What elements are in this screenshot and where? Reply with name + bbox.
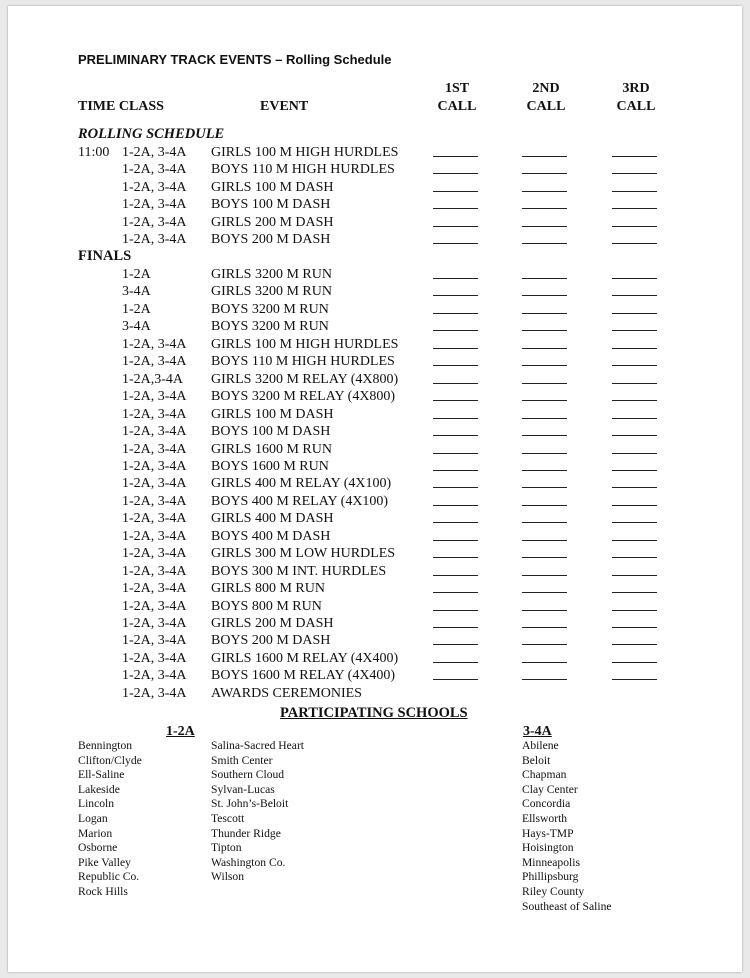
event-class: 1-2A, 3-4A (122, 232, 187, 248)
first-call-header (432, 80, 482, 116)
school-name: Logan (78, 811, 108, 825)
school-name: Ell-Saline (78, 768, 125, 782)
class-3-4a-heading: 3-4A (523, 724, 552, 739)
event-name: GIRLS 3200 M RUN (211, 267, 332, 282)
event-class: 1-2A, 3-4A (122, 493, 187, 509)
event-name: GIRLS 400 M RELAY (4X100) (211, 476, 392, 492)
second-call-blank (522, 348, 567, 349)
event-class: 1-2A, 3-4A (122, 511, 187, 527)
first-call-blank (433, 313, 478, 314)
event-name: BOYS 100 M DASH (211, 424, 331, 440)
event-class: 1-2A, 3-4A (122, 668, 187, 684)
event-class: 1-2A, 3-4A (122, 179, 187, 195)
finals-row (8, 632, 742, 650)
time-class-header: TIME CLASS (78, 99, 164, 114)
finals-row (8, 615, 742, 633)
finals-row (8, 563, 742, 581)
school-name: Wilson (211, 870, 245, 884)
finals-row (8, 458, 742, 476)
second-call-header-top: 2ND (532, 81, 560, 96)
event-class: 1-2A (122, 301, 151, 317)
finals-row (8, 598, 742, 616)
event-name: AWARDS CEREMONIES (211, 685, 362, 701)
third-call-blank (612, 173, 657, 174)
event-class: 1-2A, 3-4A (122, 354, 187, 370)
event-class: 1-2A, 3-4A (122, 528, 187, 544)
school-name: Rock Hills (78, 884, 128, 898)
first-call-blank (433, 487, 478, 488)
rolling-schedule-row (8, 214, 742, 232)
document-page (8, 6, 742, 972)
first-call-blank (433, 191, 478, 192)
event-class: 1-2A, 3-4A (122, 633, 187, 649)
first-call-blank (433, 627, 478, 628)
second-call-blank (522, 610, 567, 611)
school-name: Bennington (78, 739, 133, 752)
third-call-blank (612, 644, 657, 645)
event-name: GIRLS 200 M DASH (211, 616, 334, 631)
finals-row (8, 388, 742, 406)
event-class: 1-2A,3-4A (122, 371, 184, 387)
schools-3-4a-column (522, 739, 612, 914)
finals-row (8, 650, 742, 668)
second-call-blank (522, 173, 567, 174)
finals-row (8, 475, 742, 493)
event-class: 1-2A, 3-4A (122, 598, 187, 614)
school-name: Abilene (522, 739, 559, 752)
first-call-blank (433, 679, 478, 680)
first-call-blank (433, 226, 478, 227)
first-call-blank (433, 383, 478, 384)
finals-row (8, 283, 742, 301)
third-call-blank (612, 679, 657, 680)
third-call-blank (612, 226, 657, 227)
finals-row (8, 510, 742, 528)
event-name: BOYS 400 M DASH (211, 528, 331, 544)
first-call-blank (433, 435, 478, 436)
event-name: GIRLS 800 M RUN (211, 581, 325, 597)
first-call-blank (433, 505, 478, 506)
third-call-blank (612, 453, 657, 454)
event-class: 1-2A (122, 267, 151, 282)
finals-row (8, 528, 742, 546)
school-name: Clay Center (522, 782, 578, 796)
finals-row (8, 423, 742, 441)
event-name: GIRLS 3200 M RELAY (4X800) (211, 371, 399, 387)
event-class: 1-2A, 3-4A (122, 458, 187, 474)
event-time: 11:00 (78, 145, 110, 160)
event-name: GIRLS 1600 M RUN (211, 441, 332, 457)
first-call-header-bottom: CALL (437, 99, 477, 114)
first-call-blank (433, 348, 478, 349)
schools-1-2a-column-2 (211, 739, 304, 885)
school-name: Republic Co. (78, 870, 140, 884)
school-name: Lincoln (78, 797, 115, 811)
third-call-blank (612, 418, 657, 419)
third-call-blank (612, 156, 657, 157)
finals-row (8, 441, 742, 459)
finals-row (8, 318, 742, 336)
third-call-blank (612, 365, 657, 366)
second-call-header-bottom: CALL (526, 99, 566, 114)
third-call-blank (612, 487, 657, 488)
event-class: 1-2A, 3-4A (122, 476, 187, 492)
rolling-schedule-row (8, 196, 742, 214)
event-class: 1-2A, 3-4A (122, 162, 187, 178)
first-call-blank (433, 156, 478, 157)
second-call-blank (522, 453, 567, 454)
first-call-blank (433, 365, 478, 366)
second-call-blank (522, 592, 567, 593)
event-name: BOYS 800 M RUN (211, 598, 322, 614)
second-call-blank (522, 627, 567, 628)
first-call-blank (433, 522, 478, 523)
third-call-blank (612, 575, 657, 576)
finals-heading: FINALS (78, 248, 132, 264)
third-call-header (611, 80, 661, 116)
third-call-blank (612, 627, 657, 628)
event-name: BOYS 3200 M RELAY (4X800) (211, 389, 396, 405)
first-call-blank (433, 662, 478, 663)
first-call-blank (433, 418, 478, 419)
event-name: GIRLS 400 M DASH (211, 511, 334, 527)
third-call-blank (612, 540, 657, 541)
first-call-blank (433, 540, 478, 541)
event-name: GIRLS 100 M HIGH HURDLES (211, 145, 399, 160)
third-call-header-bottom: CALL (616, 99, 656, 114)
second-call-blank (522, 435, 567, 436)
second-call-header (521, 80, 571, 116)
participating-schools-heading: PARTICIPATING SCHOOLS (280, 705, 468, 721)
third-call-blank (612, 191, 657, 192)
event-name: BOYS 300 M INT. HURDLES (211, 563, 387, 579)
event-name: GIRLS 300 M LOW HURDLES (211, 546, 396, 562)
school-name: Lakeside (78, 782, 120, 796)
school-name: Riley County (522, 884, 585, 898)
third-call-blank (612, 278, 657, 279)
event-class: 1-2A, 3-4A (122, 145, 187, 160)
first-call-blank (433, 330, 478, 331)
first-call-blank (433, 243, 478, 244)
rolling-schedule-row (8, 161, 742, 179)
event-class: 1-2A, 3-4A (122, 650, 187, 666)
first-call-blank (433, 575, 478, 576)
school-name: Salina-Sacred Heart (211, 739, 305, 752)
finals-row (8, 336, 742, 354)
finals-row (8, 353, 742, 371)
rolling-schedule-row (8, 179, 742, 197)
finals-row (8, 266, 742, 284)
third-call-blank (612, 557, 657, 558)
event-class: 1-2A, 3-4A (122, 336, 187, 352)
third-call-blank (612, 522, 657, 523)
school-name: Smith Center (211, 753, 273, 767)
event-name: BOYS 110 M HIGH HURDLES (211, 354, 395, 370)
second-call-blank (522, 679, 567, 680)
second-call-blank (522, 383, 567, 384)
second-call-blank (522, 418, 567, 419)
third-call-blank (612, 295, 657, 296)
second-call-blank (522, 295, 567, 296)
second-call-blank (522, 470, 567, 471)
finals-row (8, 371, 742, 389)
rolling-schedule-row (8, 231, 742, 249)
second-call-blank (522, 644, 567, 645)
first-call-blank (433, 610, 478, 611)
event-class: 1-2A, 3-4A (122, 563, 187, 579)
third-call-blank (612, 313, 657, 314)
third-call-blank (612, 348, 657, 349)
second-call-blank (522, 208, 567, 209)
event-name: BOYS 3200 M RUN (211, 301, 329, 317)
first-call-header-top: 1ST (444, 81, 470, 96)
school-name: Phillipsburg (522, 870, 579, 884)
event-name: BOYS 1600 M RUN (211, 458, 329, 474)
second-call-blank (522, 662, 567, 663)
event-class: 3-4A (122, 319, 151, 335)
third-call-blank (612, 435, 657, 436)
finals-row (8, 667, 742, 685)
second-call-blank (522, 191, 567, 192)
school-name: Marion (78, 826, 113, 840)
second-call-blank (522, 505, 567, 506)
finals-row (8, 545, 742, 563)
school-name: Chapman (522, 768, 567, 782)
second-call-blank (522, 330, 567, 331)
school-name: St. John’s-Beloit (211, 797, 289, 811)
third-call-blank (612, 592, 657, 593)
school-name: Concordia (522, 797, 571, 811)
school-name: Minneapolis (522, 855, 580, 869)
first-call-blank (433, 173, 478, 174)
event-name: BOYS 3200 M RUN (211, 319, 329, 335)
third-call-blank (612, 243, 657, 244)
event-class: 1-2A, 3-4A (122, 546, 187, 562)
finals-row (8, 685, 742, 703)
third-call-blank (612, 662, 657, 663)
event-name: BOYS 1600 M RELAY (4X400) (211, 668, 396, 684)
event-name: BOYS 100 M DASH (211, 197, 331, 213)
second-call-blank (522, 487, 567, 488)
second-call-blank (522, 365, 567, 366)
event-name: GIRLS 200 M DASH (211, 214, 334, 230)
event-name: BOYS 110 M HIGH HURDLES (211, 162, 395, 178)
third-call-blank (612, 208, 657, 209)
school-name: Beloit (522, 753, 551, 767)
event-class: 1-2A, 3-4A (122, 581, 187, 597)
page-title: PRELIMINARY TRACK EVENTS – Rolling Schedule (78, 52, 392, 67)
finals-row (8, 406, 742, 424)
event-name: GIRLS 100 M HIGH HURDLES (211, 336, 399, 352)
school-name: Southeast of Saline (522, 899, 612, 913)
first-call-blank (433, 208, 478, 209)
first-call-blank (433, 470, 478, 471)
event-class: 1-2A, 3-4A (122, 406, 187, 422)
event-class: 3-4A (122, 284, 151, 300)
finals-row (8, 493, 742, 511)
second-call-blank (522, 557, 567, 558)
school-name: Osborne (78, 841, 118, 855)
event-name: GIRLS 100 M DASH (211, 179, 334, 195)
second-call-blank (522, 540, 567, 541)
first-call-blank (433, 644, 478, 645)
school-name: Ellsworth (522, 811, 568, 825)
third-call-blank (612, 400, 657, 401)
first-call-blank (433, 557, 478, 558)
first-call-blank (433, 592, 478, 593)
school-name: Southern Cloud (211, 768, 285, 782)
event-class: 1-2A, 3-4A (122, 197, 187, 213)
first-call-blank (433, 400, 478, 401)
event-name: GIRLS 100 M DASH (211, 406, 334, 422)
third-call-blank (612, 383, 657, 384)
second-call-blank (522, 400, 567, 401)
event-name: BOYS 400 M RELAY (4X100) (211, 493, 389, 509)
event-class: 1-2A, 3-4A (122, 441, 187, 457)
school-name: Tescott (211, 811, 245, 825)
rolling-schedule-heading: ROLLING SCHEDULE (78, 126, 225, 142)
school-name: Sylvan-Lucas (211, 782, 275, 796)
rolling-schedule-row (8, 144, 742, 162)
second-call-blank (522, 575, 567, 576)
second-call-blank (522, 243, 567, 244)
event-class: 1-2A, 3-4A (122, 424, 187, 440)
third-call-header-top: 3RD (622, 81, 650, 96)
first-call-blank (433, 278, 478, 279)
second-call-blank (522, 226, 567, 227)
school-name: Thunder Ridge (211, 826, 281, 840)
event-name: BOYS 200 M DASH (211, 232, 331, 248)
school-name: Hays-TMP (522, 826, 574, 840)
second-call-blank (522, 313, 567, 314)
event-name: GIRLS 3200 M RUN (211, 284, 332, 300)
school-name: Hoisington (522, 841, 574, 855)
schools-1-2a-column-1 (78, 739, 142, 900)
event-header: EVENT (260, 99, 309, 114)
event-name: BOYS 200 M DASH (211, 633, 331, 649)
third-call-blank (612, 610, 657, 611)
event-name: GIRLS 1600 M RELAY (4X400) (211, 650, 399, 666)
first-call-blank (433, 295, 478, 296)
finals-row (8, 580, 742, 598)
second-call-blank (522, 278, 567, 279)
second-call-blank (522, 522, 567, 523)
third-call-blank (612, 505, 657, 506)
school-name: Tipton (211, 841, 242, 855)
first-call-blank (433, 453, 478, 454)
third-call-blank (612, 330, 657, 331)
school-name: Washington Co. (211, 855, 286, 869)
finals-row (8, 301, 742, 319)
school-name: Pike Valley (78, 855, 131, 869)
class-1-2a-heading: 1-2A (166, 724, 195, 739)
third-call-blank (612, 470, 657, 471)
second-call-blank (522, 156, 567, 157)
event-class: 1-2A, 3-4A (122, 389, 187, 405)
event-class: 1-2A, 3-4A (122, 685, 187, 701)
event-class: 1-2A, 3-4A (122, 214, 187, 230)
event-class: 1-2A, 3-4A (122, 616, 187, 631)
school-name: Clifton/Clyde (78, 753, 142, 767)
